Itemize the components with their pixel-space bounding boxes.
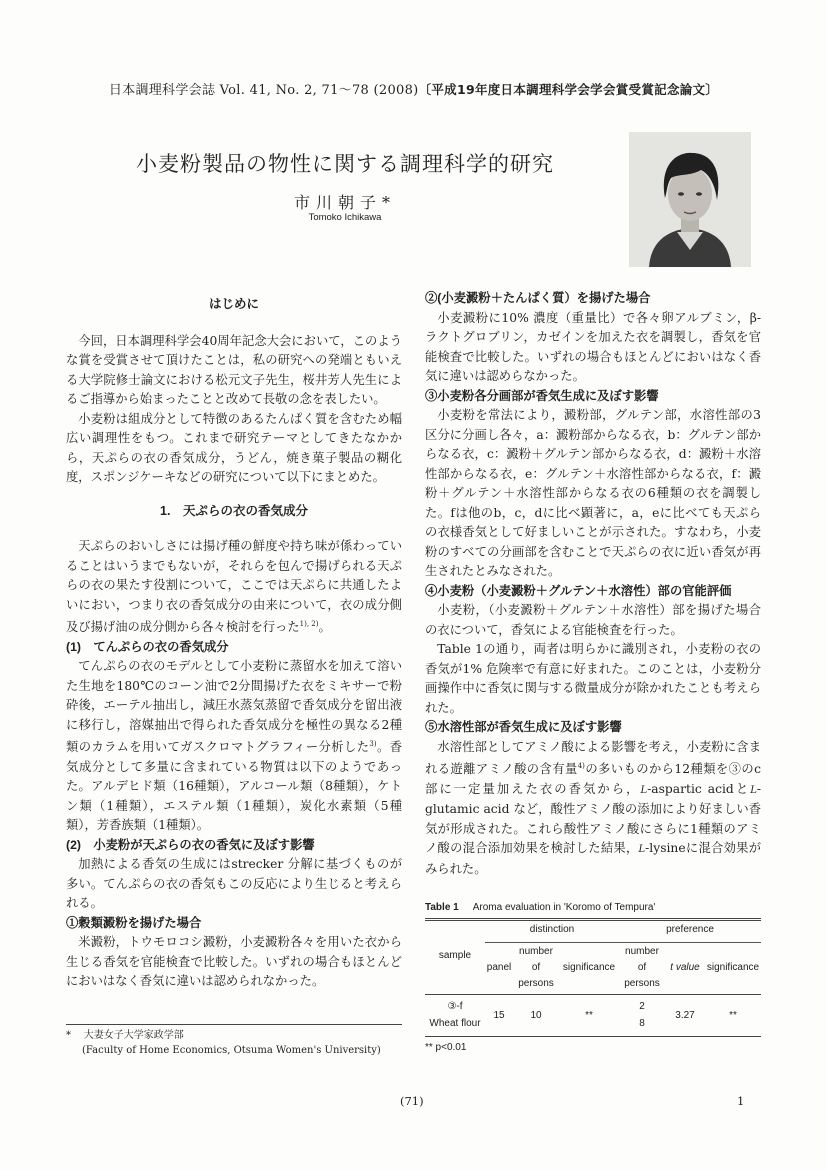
intro-heading: はじめに [208,297,259,311]
preference-2: 8 [639,1018,645,1029]
subsection-1-text: てんぷらの衣のモデルとして小麦粉に蒸留水を加えて溶いた生地を180℃のコーン油で2分間揚げた衣をミキサーで粉砕後，エーテル抽出し，減圧水蒸気蒸留で香気成分を留出液に移行し，溶媒抽出で得られた香気成分を極性の異なる2種類のカラムを用いてガスクロマトグラフィー分析した [66,659,402,755]
table-cell-sample [425,994,485,1036]
item-3-paragraph: 小麦粉を常法により，澱粉部，グルテン部，水溶性部の3区分に分画し各々，a：澱粉部からなる衣，b：グルテン部からなる衣，c：澱粉＋グルテン部からなる衣，d：澱粉＋水溶性部からなる衣，e：グルテン＋水溶性部からなる衣，f：澱粉＋グルテン＋水溶性部からなる衣の6種類の衣を調製した。fは他のb，c，dに比べ顕著に，a，eに比べても天ぷらの衣様香気として好ましいことが示された。すなわち，小麦粉のすべての分画部を含むことで天ぷらの衣に近い香気が再生されたとみなされた。 [425,408,761,578]
item-4-heading: ④小麦粉（小麦澱粉＋グルテン＋水溶性）部の官能評価 [425,583,732,598]
citation-ref: 1), 2) [299,620,319,628]
table-header-distinction: distinction [485,918,619,942]
header-number: number [625,946,659,957]
author-photo [629,132,751,267]
table-1-label: Table 1 [425,902,459,913]
section-1-paragraph [66,537,402,638]
item-5-text-c: -aspartic acidと [647,781,751,796]
item-5-paragraph [425,738,761,880]
author-name-en: Tomoko Ichikawa [308,212,382,223]
table-1 [425,918,761,1037]
section-1-heading: 1. 天ぷらの衣の香気成分 [160,503,308,518]
item-3-heading: ③小麦粉各分画部が香気生成に及ぼす影響 [425,388,659,403]
sample-1: ③-f [447,1001,463,1012]
intro-paragraph-1: 今回，日本調理科学会40周年記念大会において，このような賞を受賞させて頂けたことは，私の研究への発端ともいえる大学院修士論文における松元文子先生，桜井芳人先生によるご指導から始まったことと改めて長敬の念を表したい。 [66,333,402,406]
table-cell-panel: 15 [493,1009,505,1021]
table-header-significance-1: significance [562,962,616,973]
footnote [66,1028,406,1058]
header-tvalue-text: t value [670,962,700,973]
header-number: number [519,946,553,957]
author-name: 市川朝子* [293,193,396,212]
table-cell-significance-2: ** [729,1009,737,1021]
citation-ref: 3) [369,740,377,749]
header-of: of [637,962,647,973]
journal-citation: 日本調理科学会誌 Vol. 41, No. 2, 71～78 (2008) [108,83,419,98]
header-persons: persons [518,978,554,989]
table-header-panel: panel [486,962,512,973]
item-2-heading: ②(小麦澱粉＋たんぱく質）を揚げた場合 [425,291,651,305]
item-5-text-e: -lysineに混合効果がみられた。 [425,841,761,876]
table-header-significance-2: significance [706,962,760,973]
subsection-2-heading: (2) 小麦粉が天ぷらの衣の香気に及ぼす影響 [66,837,315,852]
table-cell-preference [619,994,665,1036]
table-header-sample: sample [438,950,472,962]
item-5-text-b: の多いものから12種類を③のc部に一定量加えた衣の香気から， [425,762,761,796]
table-header-persons [513,942,559,994]
table-1-caption [425,902,761,913]
footnote-affiliation-en: (Faculty of Home Economics, Otsuma Women's University) [82,1045,381,1056]
table-header-preference-persons [619,942,665,994]
item-4-paragraph-2: Table 1の通り，両者は明らかに識別され，小麦粉の衣の香気が1% 危険率で有意に好まれた。このことは，小麦粉分画操作中に香気に関与する微量成分が除かれたことも考えられた。 [425,642,761,715]
subsection-1-text-end: 。香気成分として多量に含まれている物質は以下のようであった。アルデヒド類（16種類），アルコール類（8種類），ケトン類（1種類），エステル類（1種類），炭化水素類（5種類），芳香族類（1種類）。 [66,740,402,833]
footnote-rule [66,1024,402,1025]
page-number-center: (71) [400,1094,424,1108]
subsection-1-heading: (1) てんぷらの衣の香気成分 [66,639,229,654]
section-1-text: 天ぷらのおいしさには揚げ種の鮮度や持ち味が係わっていることはいうまでもないが，それらを包んで揚げられる天ぷらの衣の果たす役割について，ここでは天ぷらに共通したよいにおい，つまり衣の香気成分の由来について，衣の成分側及び揚げ油の成分側から各々検討を行った [66,539,402,635]
item-4-paragraph-1: 小麦粉，（小麦澱粉＋グルテン＋水溶性）部を揚げた場合の衣について，香気による官能検査を行った。 [425,603,761,637]
table-group-header-row [425,918,761,942]
preference-1: 2 [639,1001,645,1012]
subsection-1-paragraph [66,657,402,836]
item-5-text-a: 水溶性部としてアミノ酸による影響を考え，小麦粉に含まれる遊離アミノ酸の含有量 [425,739,761,777]
table-cell-persons: 10 [530,1009,542,1021]
item-1-paragraph: 米澱粉，トウモロコシ澱粉，小麦澱粉各々を用いた衣から生じる香気を官能検査で比較した。いずれの場合もほとんどにおいはなく香気に違いは認められなかった。 [66,935,402,989]
intro-paragraph-2: 小麦粉は組成分として特徴のあるたんぱく質を含むため幅広い調理性をもつ。これまで研究テーマとしてきたなかから，天ぷらの衣の香気成分，うどん，焼き菓子製品の糊化度，スポンジケーキなどの研究について以下にまとめた。 [66,411,402,484]
paper-title: 小麦粉製品の物性に関する調理科学的研究 [136,152,554,176]
small-cap-L: L [638,844,646,856]
table-row [425,994,761,1036]
table-note: ** p<0.01 [425,1042,467,1053]
journal-header [0,79,827,98]
footnote-mark: * [66,1030,71,1041]
table-header-preference: preference [619,918,761,942]
header-persons: persons [624,978,660,989]
citation-ref: 4) [577,762,585,770]
table-cell-tvalue: 3.27 [675,1009,695,1021]
sample-2: Wheat flour [429,1018,481,1029]
item-2-paragraph: 小麦澱粉に10% 濃度（重量比）で各々卵アルブミン，β-ラクトグロブリン，カゼインを加えた衣を調製し，香気を官能検査で比較した。いずれの場合もほとんどにおいはなく香気に違いは認めらなかった。 [425,310,761,383]
right-column [425,289,761,879]
table-header-tvalue [665,942,705,994]
award-label: 〔平成19年度日本調理科学会学会賞受賞記念論文〕 [418,82,719,97]
item-5-text-d: -glutamic acid など，酸性アミノ酸の添加により好ましい香気が形成された。これら酸性アミノ酸にさらに1種類のアミノ酸の混合添加効果を検討した結果， [425,781,761,856]
page-number-right: 1 [737,1094,745,1108]
section-1-text-end: 。 [318,620,331,635]
small-cap-L: L [640,784,648,796]
left-column [66,295,402,992]
table-cell-significance-1: ** [585,1009,593,1021]
small-cap-L: L [750,784,757,796]
footnote-affiliation-jp: 大妻女子大学家政学部 [83,1030,184,1041]
subsection-2-paragraph: 加熱による香気の生成にはstrecker 分解に基づくものが多い。てんぷらの衣の香気もこの反応により生じると考えられる。 [66,857,402,911]
item-1-heading: ①穀類澱粉を揚げた場合 [66,915,202,930]
table-1-caption-text: Aroma evaluation in 'Koromo of Tempura' [472,902,656,913]
item-5-heading: ⑤水溶性部が香気生成に及ぼす影響 [425,720,622,734]
header-of: of [531,962,541,973]
